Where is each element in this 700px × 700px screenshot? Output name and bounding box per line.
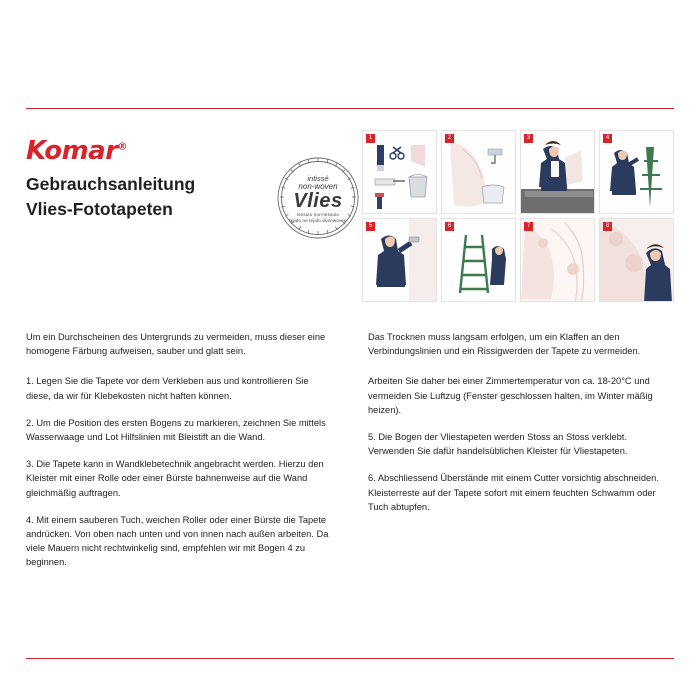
page-title-line2: Vlies-Fototapeten bbox=[26, 199, 173, 219]
step-illustration-6 bbox=[441, 218, 516, 302]
step-number: 5 bbox=[366, 222, 375, 231]
step-number: 4 bbox=[603, 134, 612, 143]
paragraph-drying: Das Trocknen muss langsam erfolgen, um ein Klaffen an den Verbindungslinien und ein Rissigwerden der Tapete zu vermeiden. bbox=[368, 332, 641, 357]
seal-line-1: intissé bbox=[307, 174, 329, 183]
step-illustration-5 bbox=[362, 218, 437, 302]
text-column-right bbox=[368, 330, 673, 527]
paragraph-step-4: 4. Mit einem sauberen Tuch, weichen Roller oder einer Bürste die Tapete andrücken. Von oben nach unten und von innen nach außen arbeiten. Da viele Mauern nicht rechtwinkelig sind, empfehlen wir mit Bogen 4 zu beginnen. bbox=[26, 514, 329, 568]
step-number: 7 bbox=[524, 222, 533, 231]
page-title-line1: Gebrauchsanleitung bbox=[26, 174, 196, 194]
step-illustration-2 bbox=[441, 130, 516, 214]
apply-sheet-to-wall-icon bbox=[521, 131, 595, 214]
vlies-seal bbox=[270, 150, 366, 246]
ladder-align-sheet-icon bbox=[600, 131, 674, 214]
komar-logo bbox=[26, 136, 127, 166]
step-illustration-8 bbox=[599, 218, 674, 302]
registered-mark: ® bbox=[117, 141, 128, 153]
step-number: 6 bbox=[445, 222, 454, 231]
seal-text bbox=[270, 150, 366, 246]
paragraph-step-1: 1. Legen Sie die Tapete vor dem Verkleben aus und kontrollieren Sie diese, da wir für Klebekosten nicht haften können. bbox=[26, 376, 309, 401]
paragraph-step-6: 6. Abschliessend Überstände mit einem Cutter vorsichtig abschneiden. Kleisterreste auf der Tapete sofort mit einem feuchten Schwamm oder Tuch abtupfen. bbox=[368, 473, 659, 512]
seal-line-2: non-woven bbox=[298, 182, 338, 191]
bottom-divider bbox=[26, 658, 674, 659]
top-divider bbox=[26, 108, 674, 109]
seal-line-5: tejido no tejido dúonwoven bbox=[289, 218, 347, 223]
step-number: 2 bbox=[445, 134, 454, 143]
step-number: 8 bbox=[603, 222, 612, 231]
seal-line-3: Vlies bbox=[293, 190, 343, 212]
paragraph-intro: Um ein Durchscheinen des Untergrunds zu vermeiden, muss dieser eine homogene Färbung aufweisen, sauber und glatt sein. bbox=[26, 332, 326, 357]
finished-mural-icon bbox=[600, 219, 674, 302]
step-number: 1 bbox=[366, 134, 375, 143]
seal-line-4: tessuto non-tessuto bbox=[296, 212, 340, 217]
smooth-with-brush-icon bbox=[363, 219, 437, 302]
illustration-grid bbox=[362, 130, 674, 302]
paragraph-step-5: 5. Die Bogen der Vliestapeten werden Stoss an Stoss verklebt. Verwenden Sie dafür handelsüblichen Kleister für Vliestapeten. bbox=[368, 432, 628, 457]
trim-edges-icon bbox=[521, 219, 595, 302]
step-illustration-3 bbox=[520, 130, 595, 214]
step-illustration-1 bbox=[362, 130, 437, 214]
text-column-left bbox=[26, 330, 331, 583]
step-number: 3 bbox=[524, 134, 533, 143]
paragraph-step-3: 3. Die Tapete kann in Wandklebetechnik angebracht werden. Hierzu den Kleister mit einer Rolle oder einer Bürste bahnenweise auf die Wand gleichmäßig auftragen. bbox=[26, 459, 324, 498]
paste-wall-roller-icon bbox=[442, 131, 516, 214]
paragraph-step-2: 2. Um die Position des ersten Bogens zu markieren, zeichnen Sie mittels Wasserwaage und Lot Hilfslinien mit Bleistift an die Wand. bbox=[26, 417, 326, 443]
step-illustration-7 bbox=[520, 218, 595, 302]
ladder-climb-icon bbox=[442, 219, 516, 302]
tools-brush-scissors-icon bbox=[363, 131, 437, 214]
brand-name: Komar bbox=[26, 136, 118, 166]
step-illustration-4 bbox=[599, 130, 674, 214]
paragraph-temperature: Arbeiten Sie daher bei einer Zimmertemperatur von ca. 18-20°C und vermeiden Sie Luftzug (Fenster geschlossen halten, im Winter mäßig heizen). bbox=[368, 376, 653, 415]
page-title bbox=[26, 172, 266, 222]
